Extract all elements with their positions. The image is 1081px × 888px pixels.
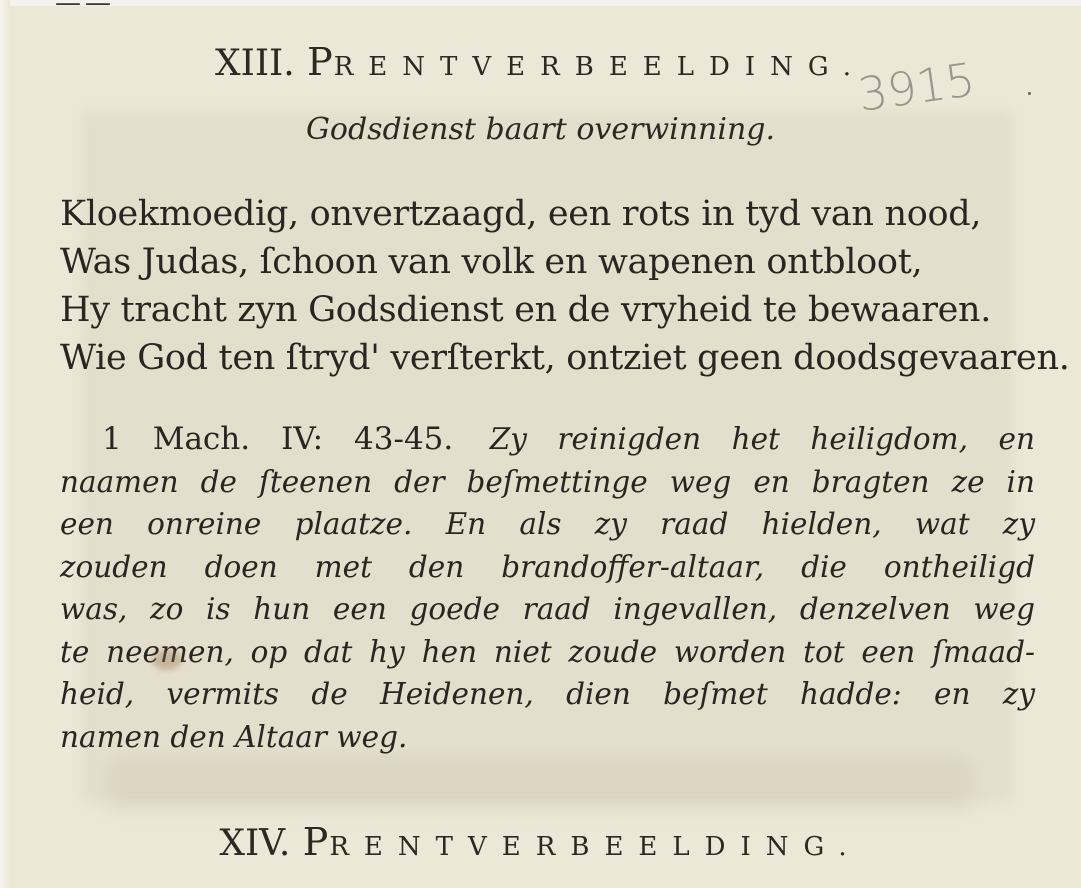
plate-subtitle: Godsdienst baart overwinning. <box>305 112 776 147</box>
verse-first-line <box>60 418 1035 461</box>
verse-line: heid, vermits de Heidenen, dien beſmet hadde: en zy <box>60 677 1035 711</box>
verse-line: was, zo is hun een goede raad ingevallen, denzelven weg <box>60 592 1035 626</box>
verse-line: namen den Altaar weg. <box>60 719 408 754</box>
pencil-inventory-number: 3915 <box>854 52 979 122</box>
poem-line: Hy tracht zyn Godsdienst en de vryheid te bewaaren. <box>60 290 992 330</box>
speck <box>1028 92 1031 95</box>
verse-text: Zy reinigden het heiligdom, en <box>489 422 1035 456</box>
poem-line: Kloekmoedig, onvertzaagd, een rots in tyd van nood, <box>60 194 982 234</box>
verse-line: zouden doen met den brandoffer-altaar, die ontheiligd <box>60 549 1035 584</box>
poem-stanza <box>60 190 1070 382</box>
paper-stain <box>152 650 182 670</box>
heading-small-caps: RENTVERBEELDING. <box>333 52 867 82</box>
heading-numeral: XIII. <box>214 43 295 84</box>
poem-line: Was Judas, ſchoon van volk en wapenen ontbloot, <box>60 242 923 282</box>
heading-plate-xiv <box>0 820 1081 864</box>
verse-line: een onreine plaatze. En als zy raad hielden, wat zy <box>60 507 1035 541</box>
heading-initial: P <box>307 40 334 84</box>
heading-numeral: XIV. <box>219 823 291 864</box>
top-paper-edge <box>0 0 1081 6</box>
scripture-reference: 1 Mach. IV: 43-45. <box>102 421 454 457</box>
heading-initial: P <box>302 820 330 864</box>
verse-line: te neemen, op dat hy hen niet zoude worden tot een ſmaad- <box>60 634 1035 669</box>
cut-off-text-fragment: —— <box>55 0 115 18</box>
show-through-print-lower <box>110 760 970 810</box>
verse-line: naamen de ſteenen der beſmettinge weg en bragten ze in <box>60 464 1035 499</box>
scripture-passage <box>60 418 1035 758</box>
heading-small-caps: RENTVERBEELDING. <box>329 832 862 862</box>
poem-line: Wie God ten ſtryd' verſterkt, ontziet geen doodsgevaaren. <box>60 338 1070 378</box>
